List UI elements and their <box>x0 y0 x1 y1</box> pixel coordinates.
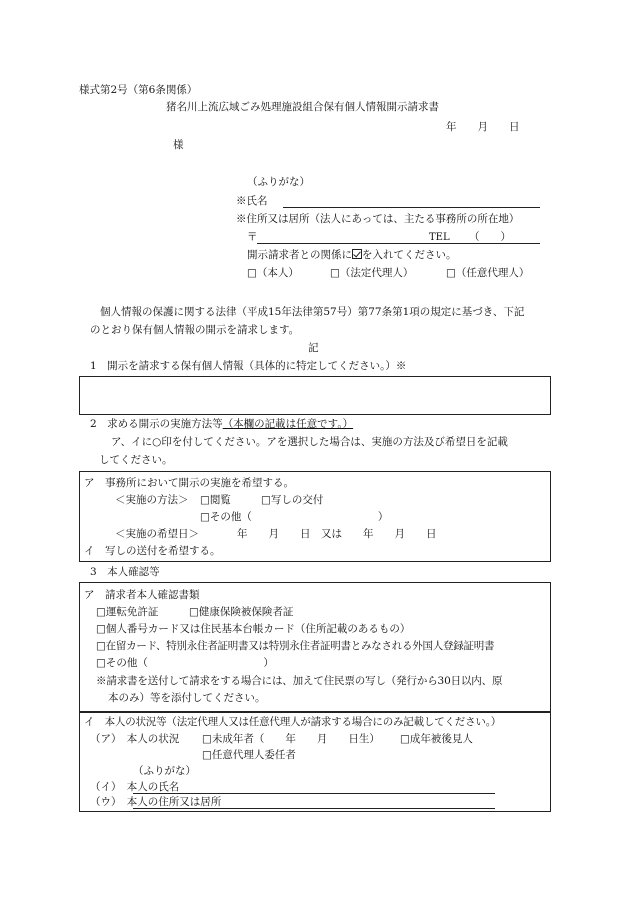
relation-suffix: を入れてください。 <box>362 249 457 261</box>
doc-other-checkbox[interactable]: □その他（ ） <box>96 657 274 669</box>
doc-mynumber-card-checkbox[interactable]: □個人番号カード又は住民基本台帳カード（住所記載のあるもの） <box>96 623 411 635</box>
intro-line-1: 個人情報の保護に関する法律（平成15年法律第57号）第77条第1項の規定に基づき、下記 <box>100 306 525 318</box>
form-title: 猪名川上流広域ごみ処理施設組合保有個人情報開示請求書 <box>166 101 439 113</box>
mail-note-line-2: 本のみ）等を添付してください。 <box>108 692 266 704</box>
tel-parens: （ ） <box>469 231 511 243</box>
section2-heading-main: 2 求める開示の実施方法等 <box>90 418 223 430</box>
addressee: 様 <box>173 139 184 151</box>
relation-instruction <box>247 249 457 262</box>
requester-name-field[interactable] <box>283 207 540 208</box>
relation-self-checkbox[interactable]: □（本人） <box>247 267 299 279</box>
option-a-office-viewing[interactable]: ア 事務所において開示の実施を希望する。 <box>84 477 294 489</box>
principal-name-field[interactable] <box>133 793 495 794</box>
requester-furigana-label: （ふりがな） <box>247 176 310 188</box>
status-mandator-checkbox[interactable]: □任意代理人委任者 <box>202 749 296 761</box>
mail-note-line-1: ※請求書を送付して請求をする場合には、加えて住民票の写し（発行から30日以内、原 <box>96 675 503 687</box>
section3-heading: 3 本人確認等 <box>90 566 160 578</box>
principal-status-label: （ア） 本人の状況 <box>90 733 180 745</box>
principal-address-field[interactable] <box>133 808 495 809</box>
tel-label: TEL <box>429 232 450 243</box>
relation-legal-agent-checkbox[interactable]: □（法定代理人） <box>330 267 414 279</box>
intro-line-2: のとおり保有個人情報の開示を請求します。 <box>90 324 300 336</box>
doc-health-insurance-checkbox[interactable]: □健康保険被保険者証 <box>189 606 294 618</box>
method-other-checkbox[interactable]: □その他（ ） <box>200 511 389 523</box>
preferred-date-label: ＜実施の希望日＞ <box>115 528 199 540</box>
checked-box-icon <box>352 249 362 259</box>
id-docs-heading: ア 請求者本人確認書類 <box>84 589 200 601</box>
ki-heading: 記 <box>308 342 319 354</box>
status-adult-ward-checkbox[interactable]: □成年被後見人 <box>400 733 473 745</box>
principal-name-label: （イ） 本人の氏名 <box>90 781 180 793</box>
section1-info-field[interactable] <box>79 376 551 415</box>
option-i-mail-copy[interactable]: イ 写しの送付を希望する。 <box>84 545 221 557</box>
relation-voluntary-agent-checkbox[interactable]: □（任意代理人） <box>446 267 530 279</box>
form-number: 様式第2号（第6条関係） <box>79 84 198 96</box>
principal-status-heading: イ 本人の状況等（法定代理人又は任意代理人が請求する場合にのみ記載してください。） <box>84 716 502 728</box>
request-date[interactable]: 年 月 日 <box>446 121 520 133</box>
method-view-checkbox[interactable]: □閲覧 <box>200 494 231 506</box>
doc-residence-card-checkbox[interactable]: □在留カード、特別永住者証明書又は特別永住者証明書とみなされる外国人登録証明書 <box>96 640 495 652</box>
section2-optional-note: （本欄の記載は任意です。） <box>222 418 354 430</box>
method-copy-checkbox[interactable]: □写しの交付 <box>261 494 324 506</box>
requester-name-label: ※氏名 <box>236 195 268 207</box>
method-label: ＜実施の方法＞ <box>115 494 189 506</box>
preferred-date-field[interactable]: 年 月 日 又は 年 月 日 <box>237 528 437 540</box>
section2-heading <box>90 418 353 431</box>
section2-note-line-2: してください。 <box>99 454 173 466</box>
doc-drivers-license-checkbox[interactable]: □運転免許証 <box>96 606 159 618</box>
principal-address-label: （ウ） 本人の住所又は居所 <box>90 796 222 808</box>
principal-furigana-label: （ふりがな） <box>133 765 196 777</box>
postal-mark: 〒 <box>247 231 258 243</box>
section2-note-line-1: ア、イに○印を付してください。アを選択した場合は、実施の方法及び希望日を記載 <box>111 436 508 448</box>
status-minor-checkbox[interactable]: □未成年者（ 年 月 日生） <box>202 733 380 745</box>
relation-prefix: 開示請求者との関係に <box>247 249 352 261</box>
requester-address-label: ※住所又は居所（法人にあっては、主たる事務所の所在地） <box>236 213 520 225</box>
section1-heading: 1 開示を請求する保有個人情報（具体的に特定してください。）※ <box>90 360 407 372</box>
